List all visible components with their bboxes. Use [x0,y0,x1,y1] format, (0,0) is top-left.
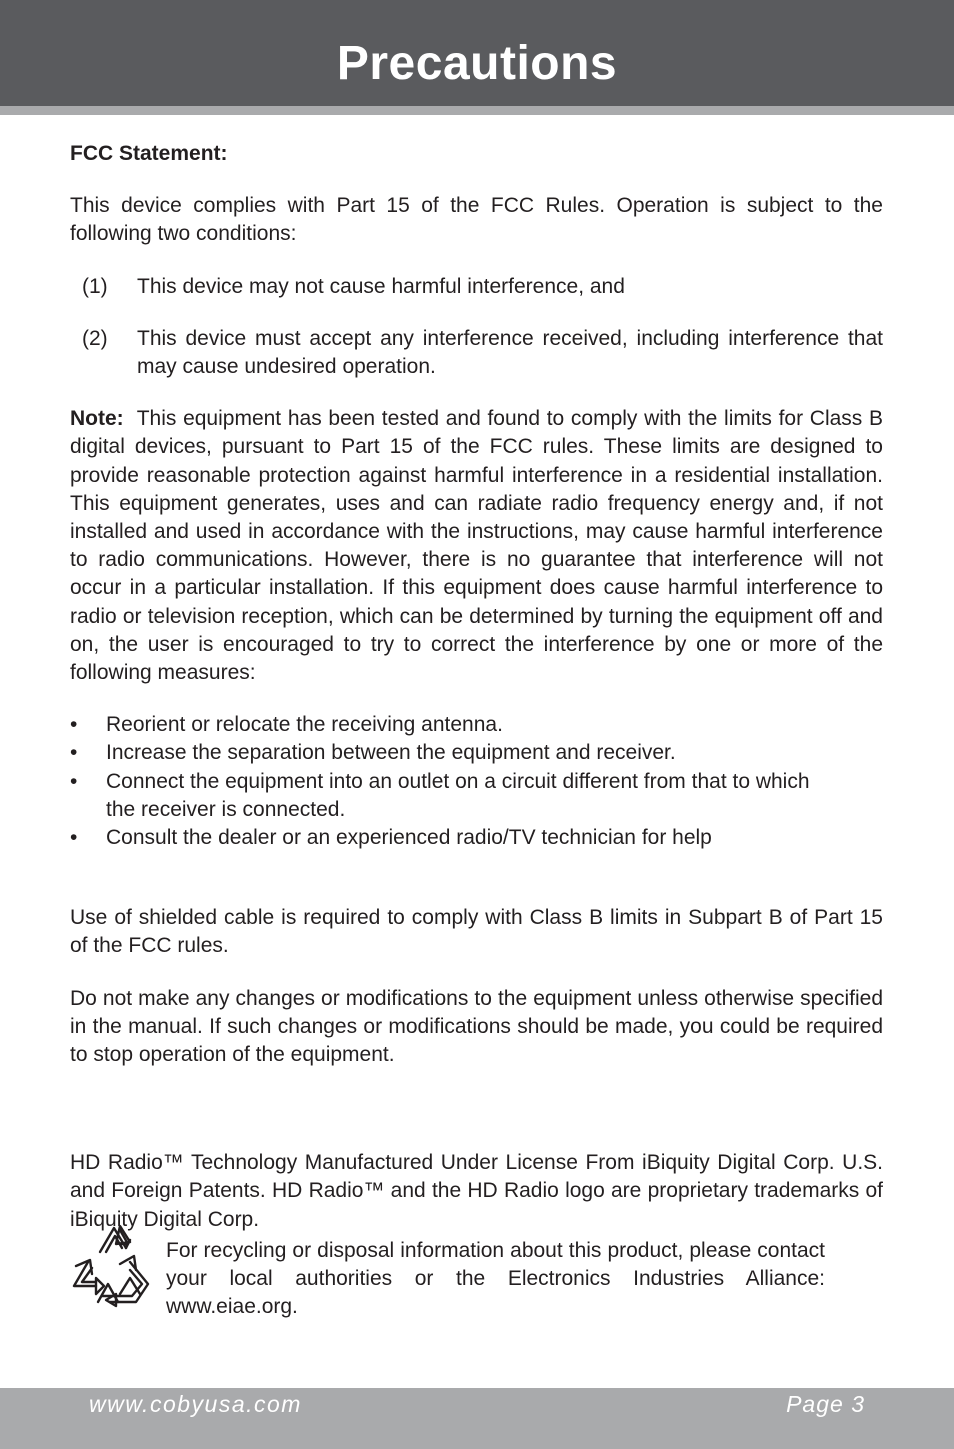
recycle-icon [70,1222,154,1308]
footer-url[interactable]: www.cobyusa.com [89,1391,302,1417]
bullet-icon: • [70,769,78,793]
list-item [70,739,883,767]
main-content [70,140,883,1234]
hd-radio-text: HD Radio™ Technology Manufactured Under License From iBiquity Digital Corp. U.S. and Foreign Patents. HD Radio™ and the HD Radio logo are proprietary trademarks of iBiquity Digital Corp. [70,1151,883,1231]
page-title: Precautions [336,37,618,90]
condition-text: This device may not cause harmful interference, and [137,274,625,298]
condition-item [70,325,883,381]
recycling-section [70,1222,883,1319]
fcc-intro: This device complies with Part 15 of the FCC Rules. Operation is subject to the following two conditions: [70,194,883,246]
fcc-heading: FCC Statement: [70,142,228,165]
bullet-icon: • [70,713,78,737]
list-item [70,711,883,739]
measures-list [70,711,883,852]
condition-text: This device must accept any interference received, including interference that may cause undesired operation. [137,326,883,379]
list-item [70,824,883,852]
bullet-icon: • [70,741,78,765]
fcc-note [70,405,883,687]
condition-item [70,273,883,301]
recycling-text: For recycling or disposal information about this product, please contact your local authorities or the Electronics Industries Alliance: www.eiae.org. [166,1239,825,1319]
note-label: Note: [70,407,124,431]
measure-text: Connect the equipment into an outlet on a circuit different from that to which the receiver is connected. [106,769,810,821]
condition-number: (1) [82,274,108,298]
measure-text: Reorient or relocate the receiving antenna. [106,713,503,737]
measure-text: Consult the dealer or an experienced radio/TV technician for help [106,826,712,850]
bullet-icon: • [70,826,78,850]
modifications-text: Do not make any changes or modifications to the equipment unless otherwise specified in the manual. If such changes or modifications should be made, you could be required to stop operation of the equipment. [70,986,883,1067]
header-stripe [0,106,954,115]
page-number: Page 3 [786,1391,865,1417]
condition-number: (2) [82,326,108,350]
list-item [70,768,883,824]
measure-text: Increase the separation between the equipment and receiver. [106,741,676,765]
note-text: This equipment has been tested and found to comply with the limits for Class B digital devices, pursuant to Part 15 of the FCC rules. These limits are designed to provide reasonable protection against harmful interference in a residential installation. This equipment generates, uses and can radiate radio frequency energy and, if not installed and used in accordance with the instructions, may cause harmful interference to radio communications. However, there is no guarantee that interference will not occur in a particular installation. If this equipment does cause harmful interference to radio or television reception, which can be determined by turning the equipment off and on, the user is encouraged to try to correct the interference by one or more of the following measures: [70,407,883,685]
shielded-cable-text: Use of shielded cable is required to comply with Class B limits in Subpart B of Part 15 of the FCC rules. [70,906,883,958]
